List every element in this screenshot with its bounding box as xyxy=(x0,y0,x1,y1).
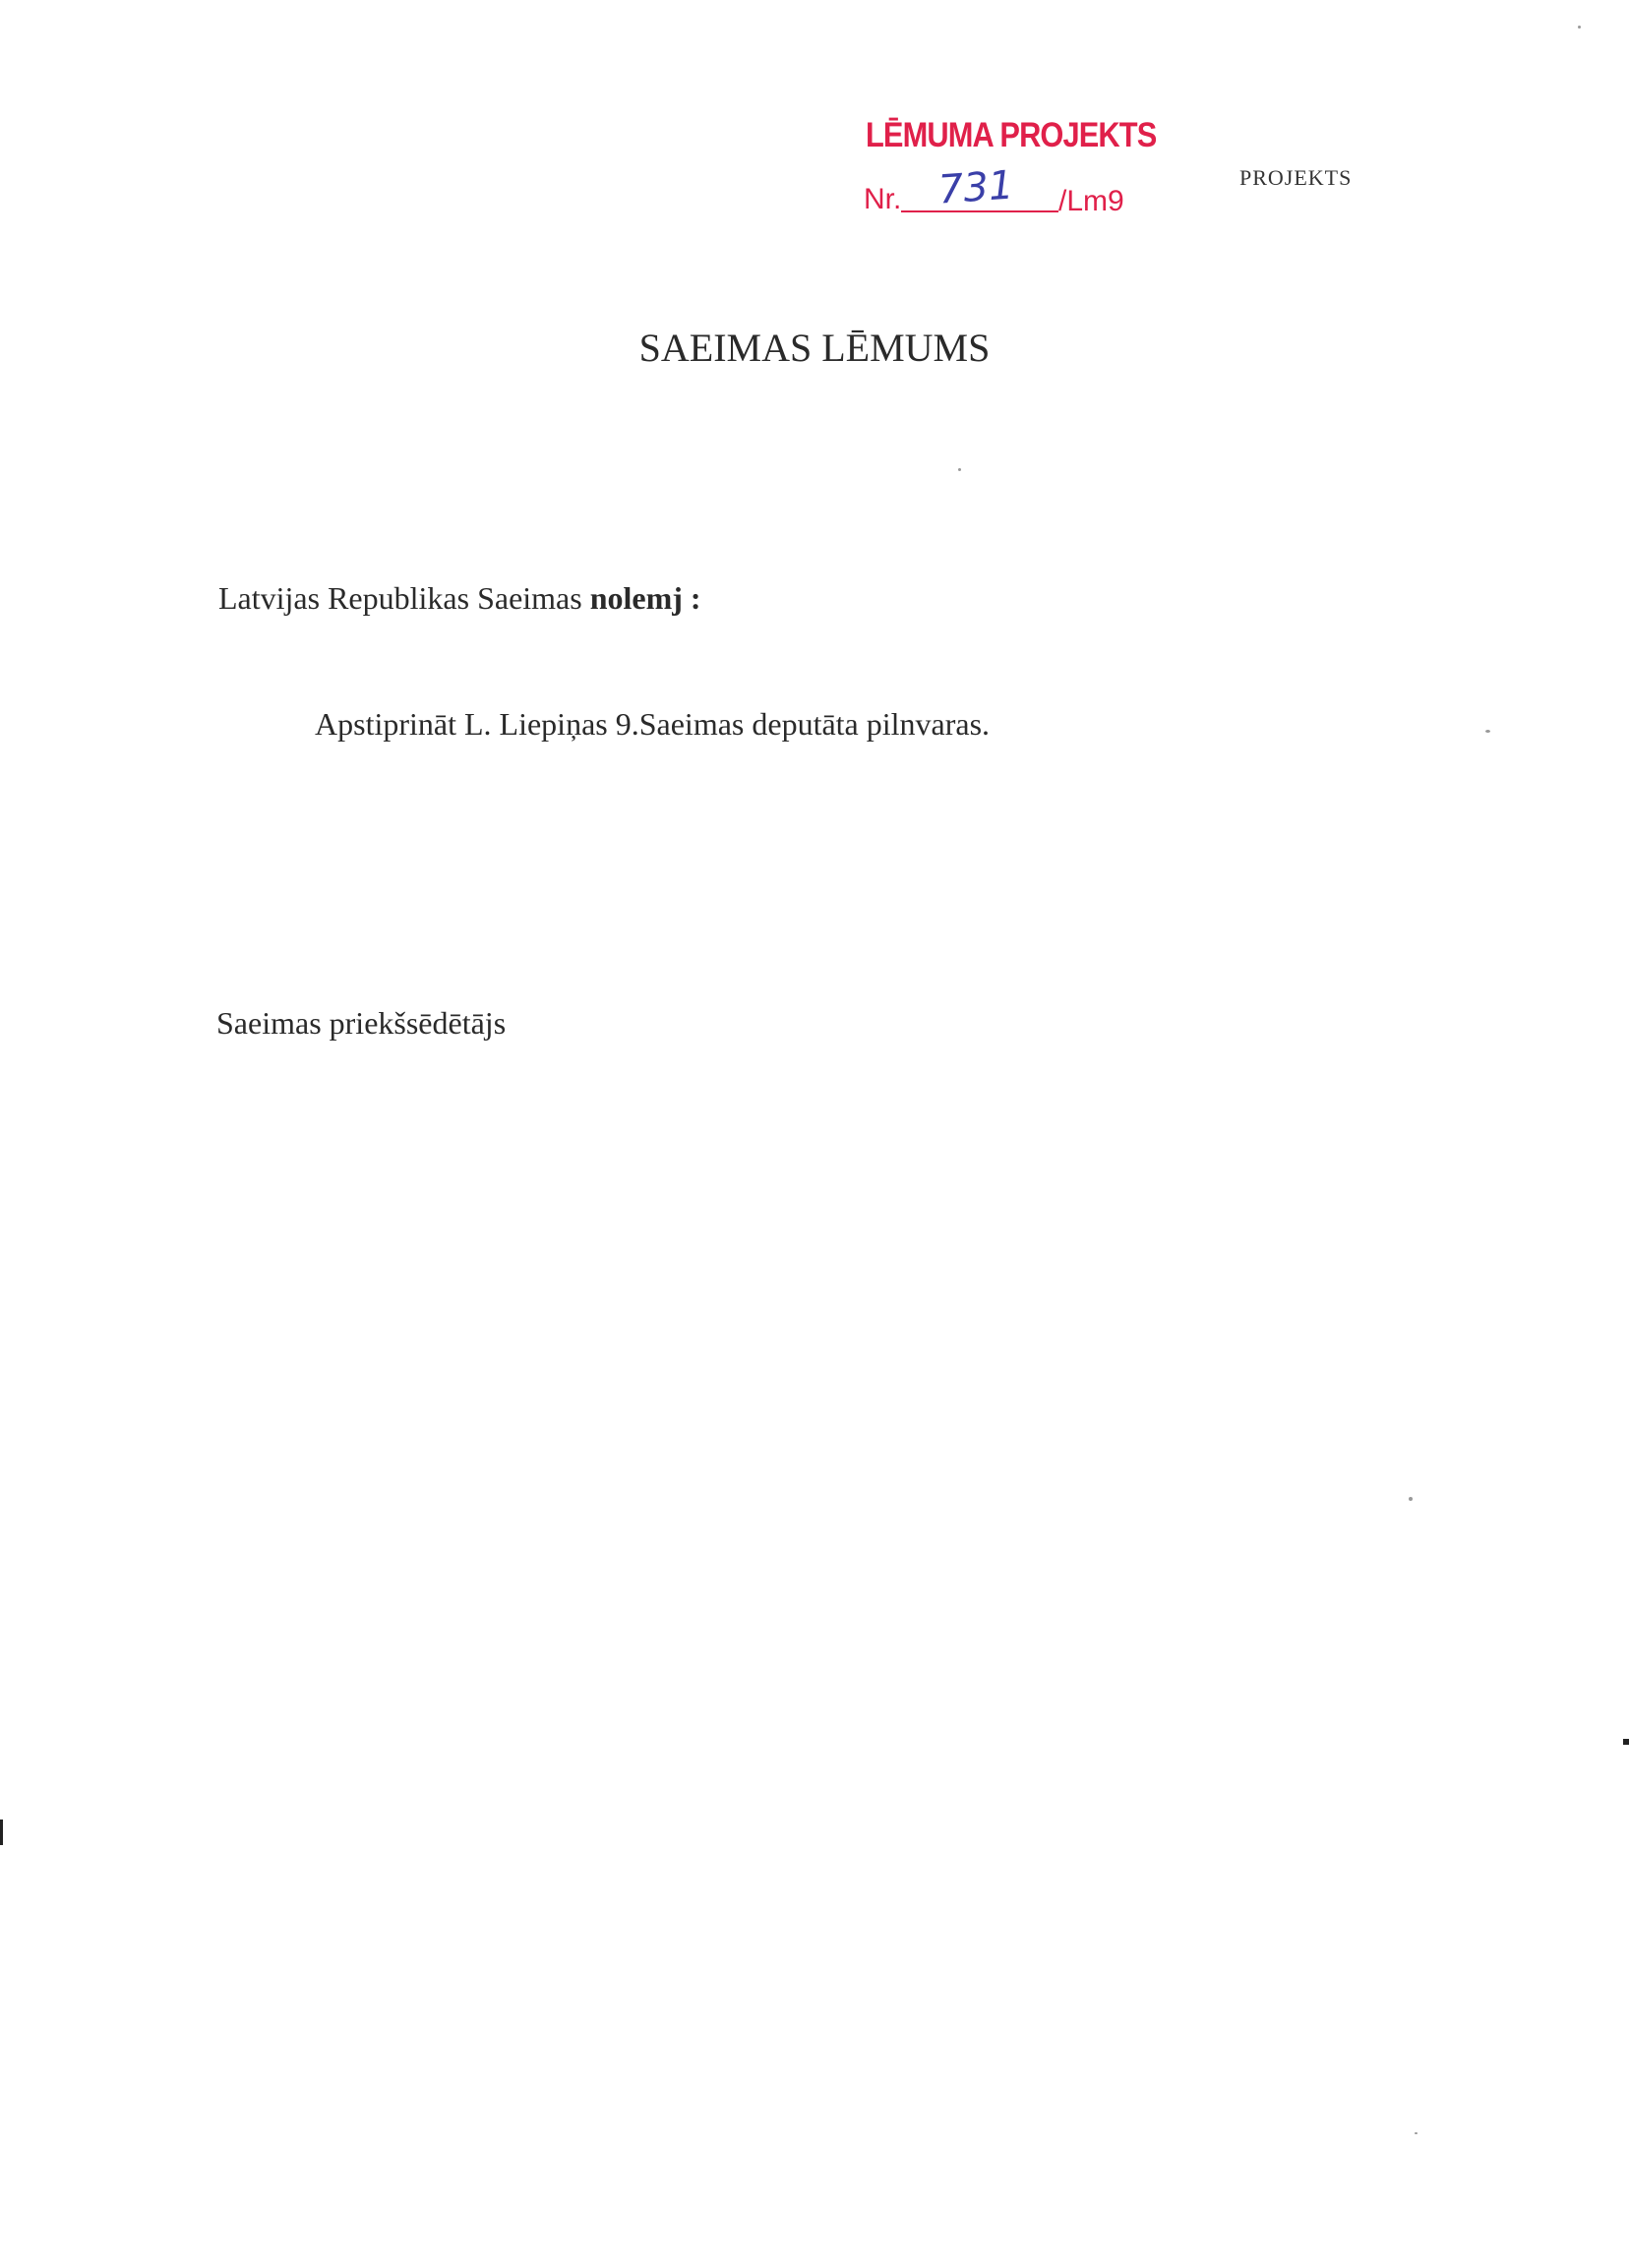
decision-intro-bold: nolemj : xyxy=(589,580,701,616)
scan-speck xyxy=(1485,730,1490,733)
signature-label: Saeimas priekšsēdētājs xyxy=(216,1005,507,1041)
projekts-label: PROJEKTS xyxy=(1239,165,1353,190)
scan-edge-mark xyxy=(1623,1739,1629,1745)
stamp-underline xyxy=(901,210,1058,212)
stamp-number-prefix: Nr. xyxy=(864,183,902,215)
stamp-handwritten-number: 731 xyxy=(936,162,1015,213)
scan-speck xyxy=(958,468,961,471)
stamp-title: LĒMUMA PROJEKTS xyxy=(866,116,1157,154)
scan-edge-mark xyxy=(0,1820,3,1845)
decision-item: Apstiprināt L. Liepiņas 9.Saeimas deputāta pilnvaras. xyxy=(315,706,991,742)
scan-speck xyxy=(1578,26,1581,29)
decision-intro xyxy=(218,580,701,617)
stamp-number-row xyxy=(860,162,1155,224)
decision-intro-text: Latvijas Republikas Saeimas xyxy=(218,580,590,616)
scan-speck xyxy=(1409,1497,1413,1501)
draft-stamp xyxy=(860,116,1155,224)
stamp-number-suffix: /Lm9 xyxy=(1058,185,1124,217)
document-title: SAEIMAS LĒMUMS xyxy=(638,326,991,370)
scan-speck xyxy=(1415,2132,1418,2134)
